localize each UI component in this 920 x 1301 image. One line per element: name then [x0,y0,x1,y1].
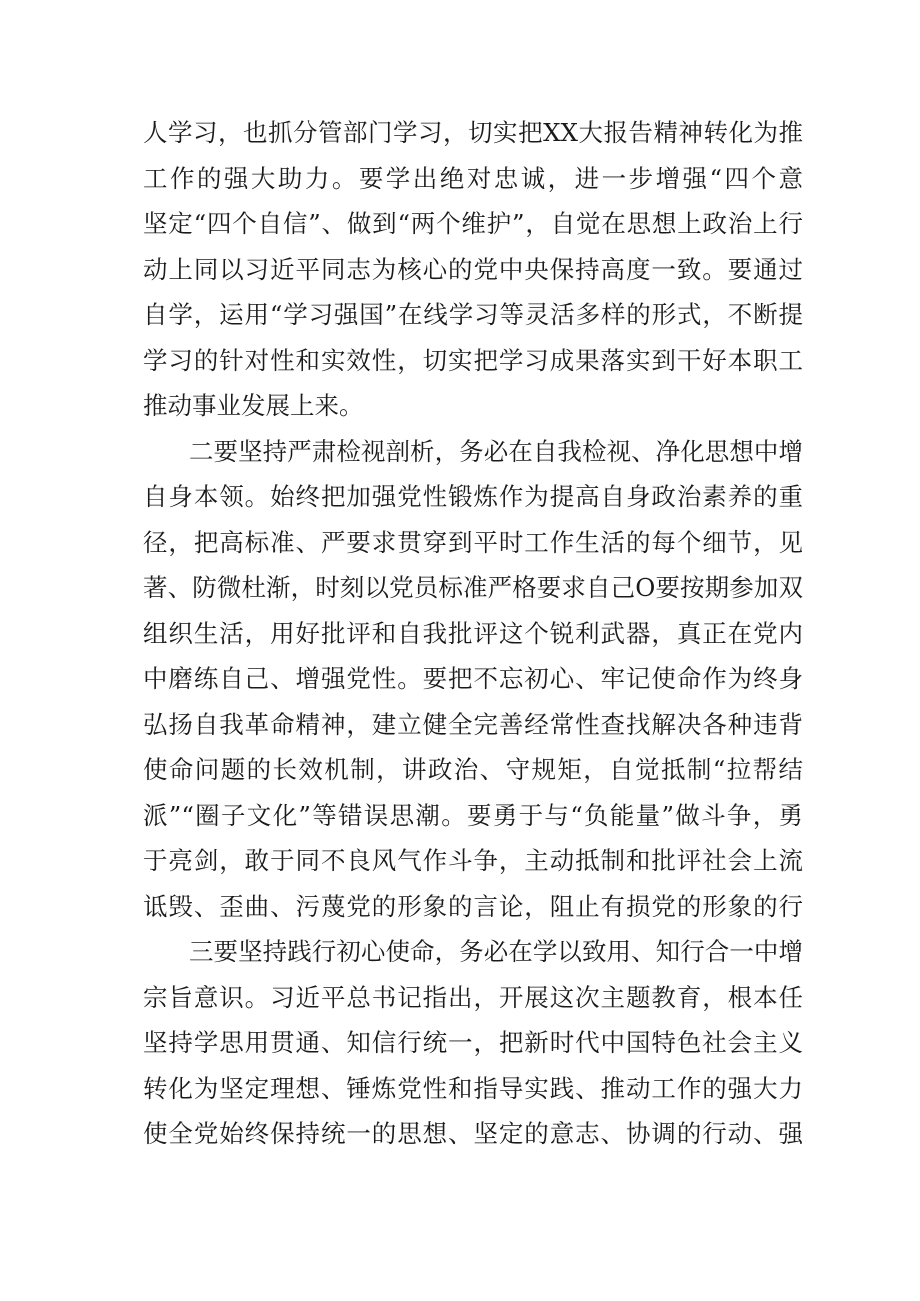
text-line: 弘扬自我革命精神，建立健全完善经常性查找解决各种违背 [143,709,803,739]
text-line: 坚定“四个自信”、做到“两个维护”，自觉在思想上政治上行 [143,209,803,238]
document-body [143,110,803,1157]
text-line: 宗旨意识。习近平总书记指出，开展这次主题教育，根本任 [143,982,803,1012]
text-line: 使全党始终保持统一的思想、坚定的意志、协调的行动、强 [143,1119,803,1148]
paragraph-first-line: 二要坚持严肃检视剖析，务必在自我检视、净化思想中增 [189,436,803,466]
text-line: 自身本领。始终把加强党性锻炼作为提高自身政治素养的重 [143,482,803,511]
text-line: 于亮剑，敢于同不良风气作斗争，主动抵制和批评社会上流 [143,846,803,875]
text-line: 组织生活，用好批评和自我批评这个锐利武器，真正在党内 [143,618,803,648]
text-line: 工作的强大助力。要学出绝对忠诚，进一步增强“四个意 [143,163,803,193]
paragraph-first-line: 三要坚持践行初心使命，务必在学以致用、知行合一中增 [189,937,803,966]
text-line: 派”“圈子文化”等错误思潮。要勇于与“负能量”做斗争，勇 [143,800,803,830]
text-line: 动上同以习近平同志为核心的党中央保持高度一致。要通过 [143,254,803,284]
text-line: 自学，运用“学习强国”在线学习等灵活多样的形式，不断提 [143,300,803,329]
text-line: 学习的针对性和实效性，切实把学习成果落实到干好本职工 [143,345,803,375]
text-line: 径，把高标准、严要求贯穿到平时工作生活的每个细节，见 [143,527,803,557]
text-line: 诋毁、歪曲、污蔑党的形象的言论，阻止有损党的形象的行 [143,891,803,921]
text-line: 使命问题的长效机制，讲政治、守规矩，自觉抵制“拉帮结 [143,755,803,784]
text-line: 推动事业发展上来。 [143,391,364,420]
text-line: 中磨练自己、增强党性。要把不忘初心、牢记使命作为终身 [143,664,803,693]
text-line: 坚持学思用贯通、知信行统一，把新时代中国特色社会主义 [143,1028,803,1057]
text-line: 著、防微杜渐，时刻以党员标准严格要求自己O要按期参加双 [143,573,803,602]
text-line: 人学习，也抓分管部门学习，切实把XX大报告精神转化为推 [143,118,803,147]
text-line: 转化为坚定理想、锤炼党性和指导实践、推动工作的强大力 [143,1073,803,1103]
